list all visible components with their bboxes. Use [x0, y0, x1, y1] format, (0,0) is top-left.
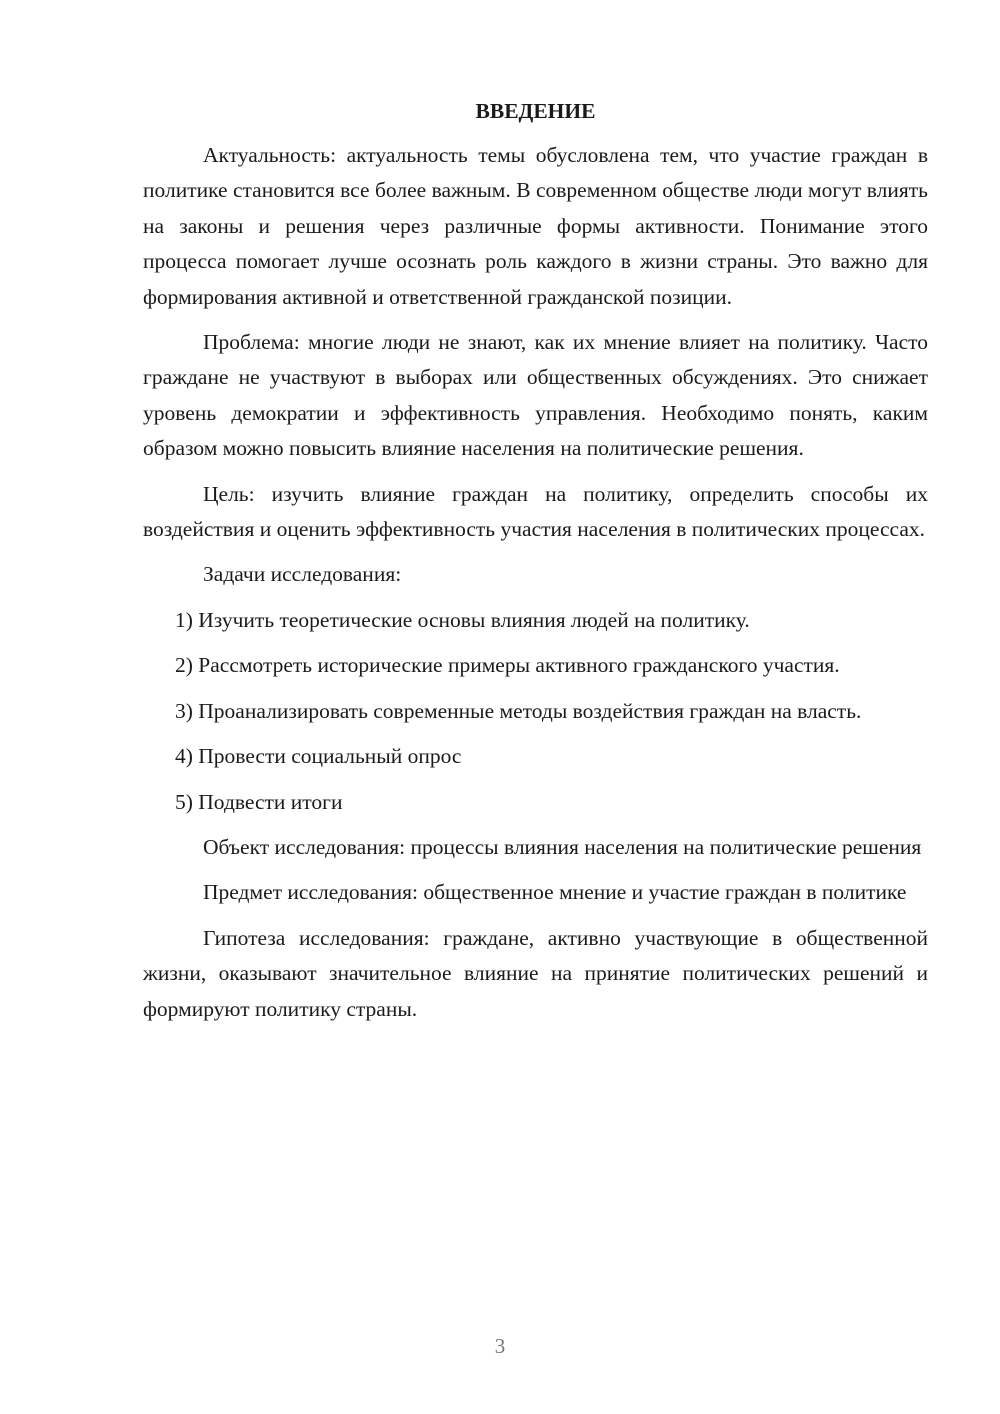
paragraph-relevance: Актуальность: актуальность темы обусловлена тем, что участие граждан в политике становится все более важным. В современном обществе люди могут влиять на законы и решения через различные формы активности. Понимание этого процесса помогает лучше осознать роль каждого в жизни страны. Это важно для формирования активной и ответственной гражданской позиции. [143, 143, 928, 309]
paragraph-subject: Предмет исследования: общественное мнение и участие граждан в политике [203, 880, 907, 905]
page-number: 3 [494, 1334, 506, 1358]
document-page [143, 92, 928, 1037]
tasks-heading: Задачи исследования: [203, 562, 402, 587]
paragraph-hypothesis: Гипотеза исследования: граждане, активно участвующие в общественной жизни, оказывают значительное влияние на принятие политических решений и формируют политику страны. [143, 925, 928, 1021]
page-title: ВВЕДЕНИЕ [475, 99, 596, 123]
paragraph-goal: Цель: изучить влияние граждан на политику, определить способы их воздействия и оценить эффективность участия населения в политических процессах. [143, 481, 928, 542]
task-item: 5) Подвести итоги [175, 789, 343, 814]
paragraph-problem: Проблема: многие люди не знают, как их мнение влияет на политику. Часто граждане не участвуют в выборах или общественных обсуждениях. Это снижает уровень демократии и эффективность управления. Необходимо понять, каким образом можно повысить влияние населения на политические решения. [143, 330, 928, 461]
task-item: 1) Изучить теоретические основы влияния людей на политику. [175, 607, 750, 632]
task-item: 2) Рассмотреть исторические примеры активного гражданского участия. [175, 653, 840, 678]
task-item: 4) Провести социальный опрос [175, 744, 462, 769]
task-item: 3) Проанализировать современные методы воздействия граждан на власть. [175, 698, 862, 723]
paragraph-object: Объект исследования: процессы влияния населения на политические решения [203, 834, 922, 859]
